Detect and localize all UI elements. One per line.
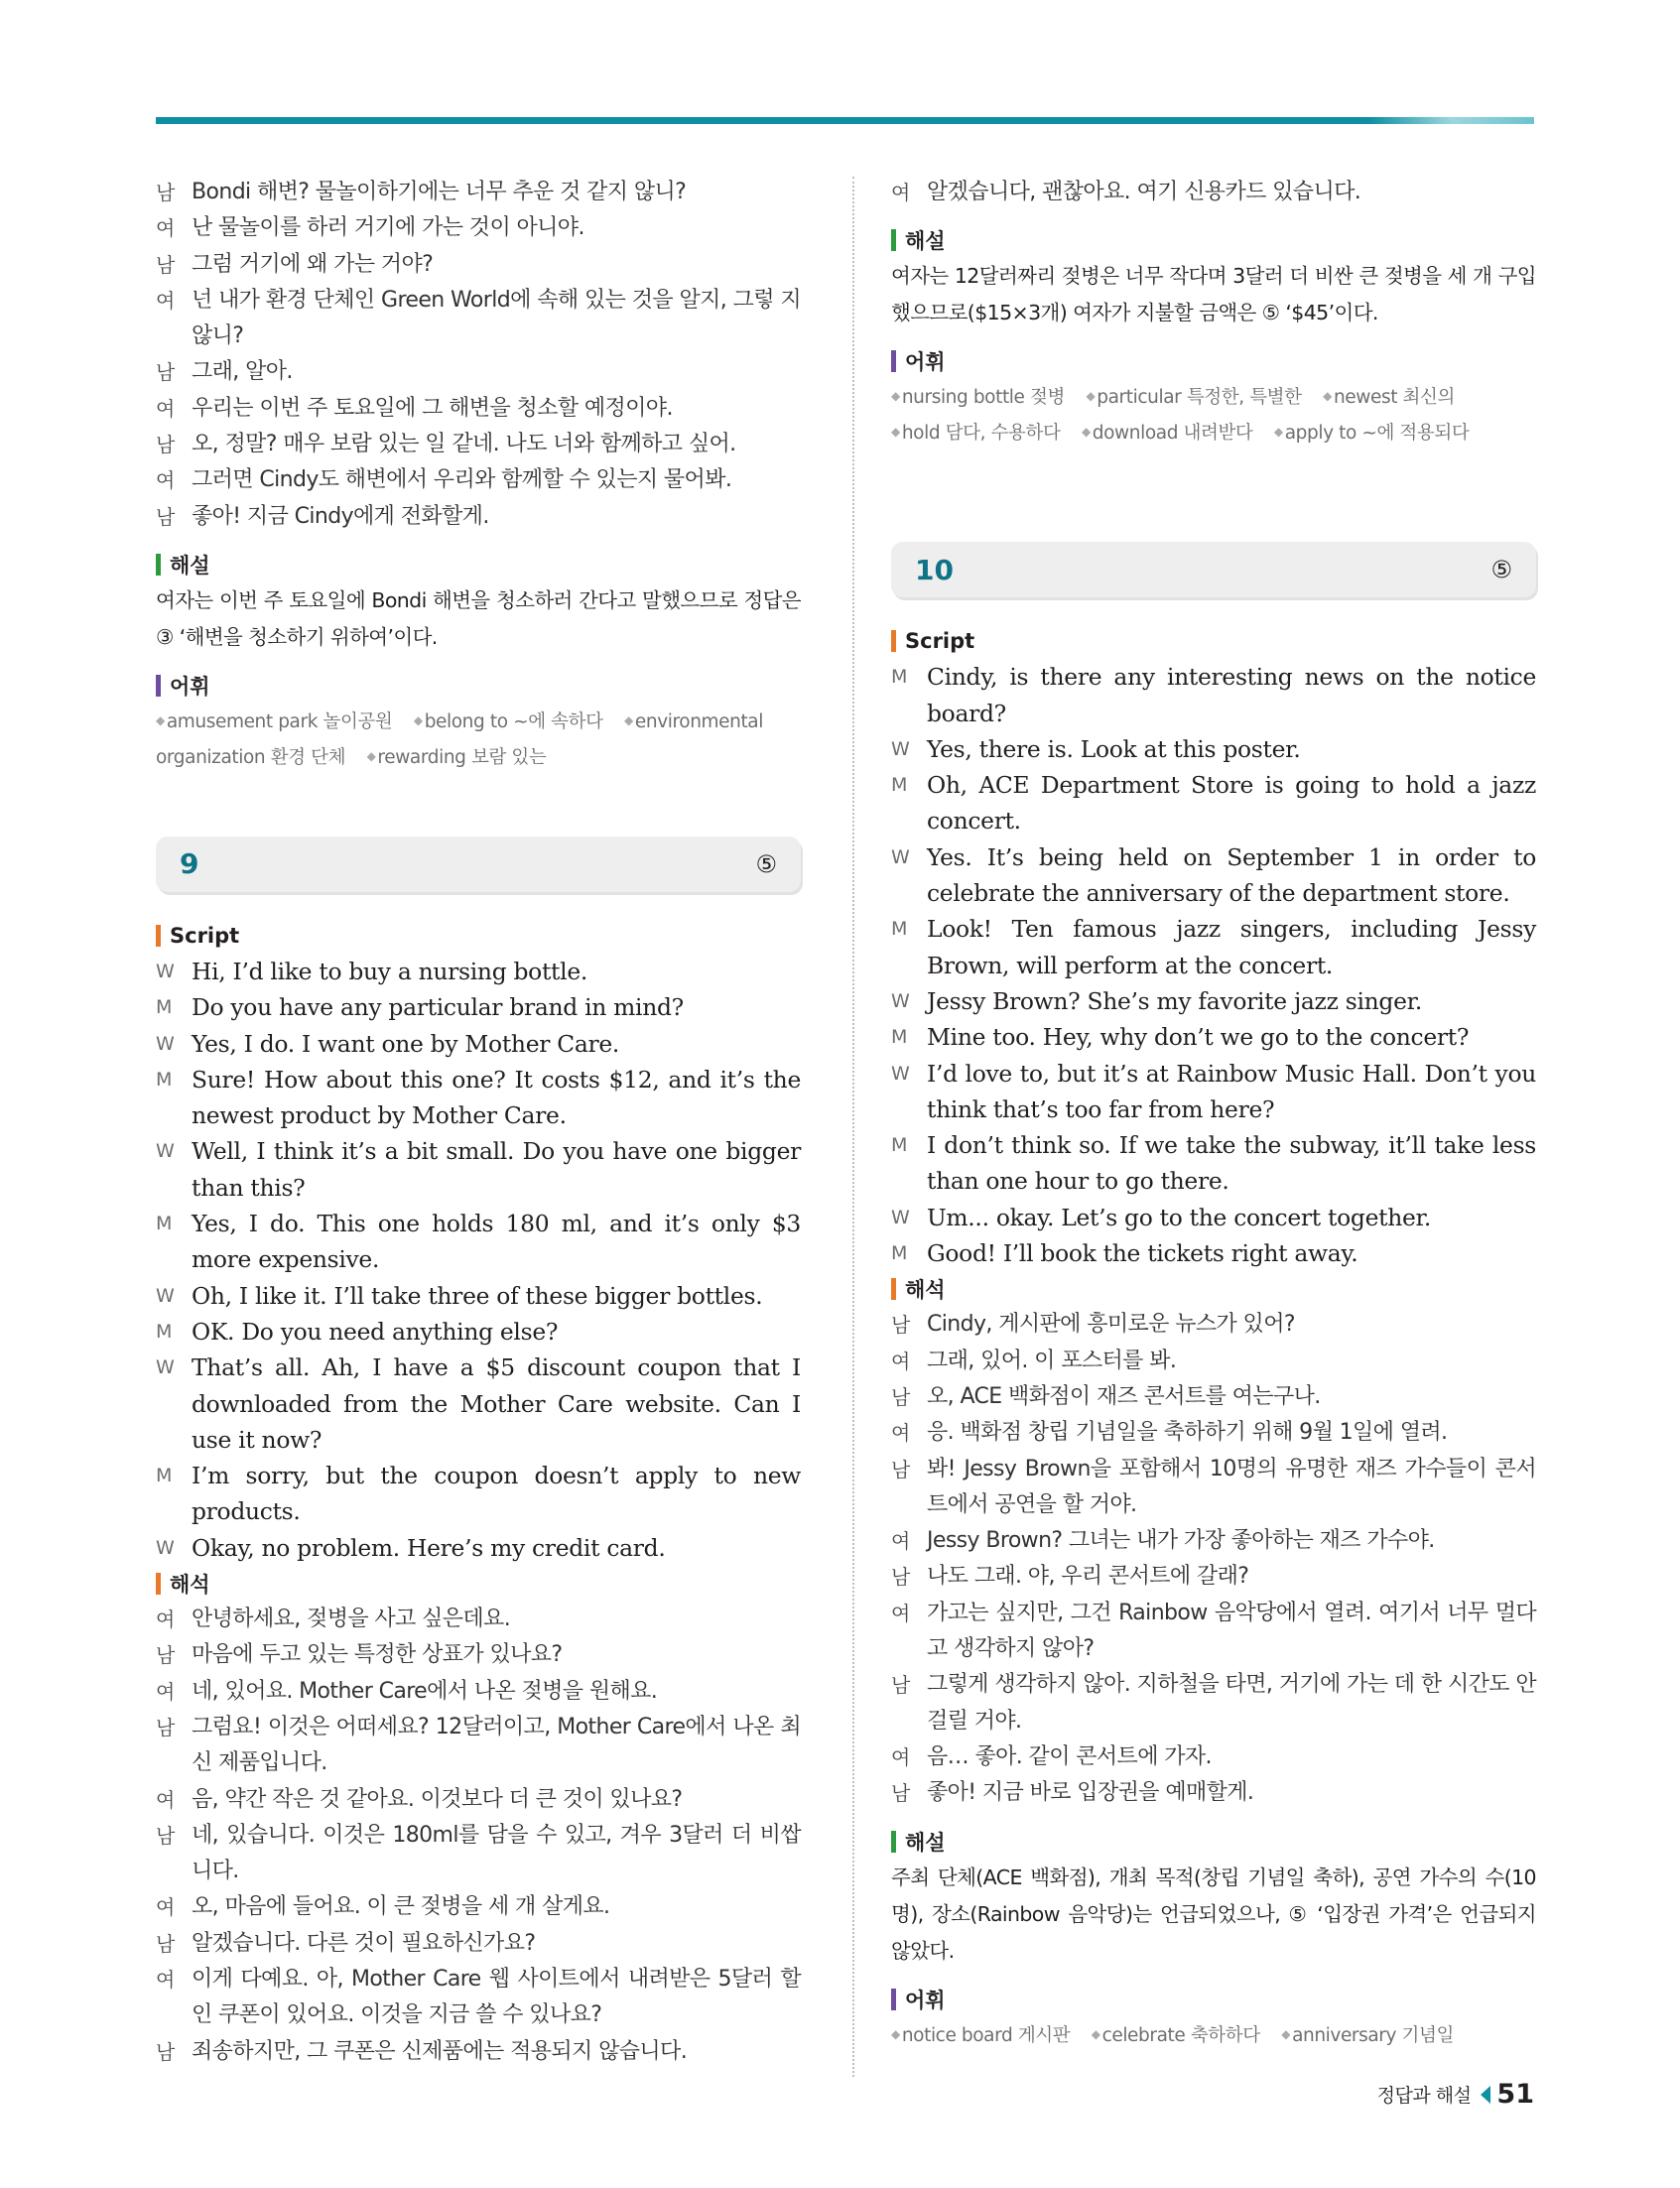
script-heading: Script [156, 922, 801, 950]
dialogue-line: 여 그러면 Cindy도 해변에서 우리와 함께할 수 있는지 물어봐. [156, 467, 732, 493]
dialogue-line: W Jessy Brown? She’s my favorite jazz singer. [891, 986, 1423, 1015]
dialogue-line: 여 가고는 싶지만, 그건 Rainbow 음악당에서 열려. 여기서 너무 멀다고 생각하지 않아? [891, 1600, 1536, 1662]
explanation-text: 여자는 12달러짜리 젖병은 너무 작다며 3달러 더 비싼 큰 젖병을 세 개 구입했으므로($15×3개) 여자가 지불할 금액은 ⑤ ‘$45’이다. [891, 264, 1536, 325]
vocab-item: ◆ rewarding 보람 있는 [366, 746, 547, 768]
dialogue-line: 남 봐! Jessy Brown을 포함해서 10명의 유명한 재즈 가수들이 콘서트에서 공연을 할 거야. [891, 1456, 1536, 1517]
diamond-bullet-icon: ◆ [1091, 2026, 1100, 2041]
question-number: 9 [180, 847, 199, 881]
dialogue-line: 남 그렇게 생각하지 않아. 지하철을 타면, 거기에 가는 데 한 시간도 안 걸릴 거야. [891, 1672, 1536, 1734]
dialogue-line: W Yes. It’s being held on September 1 in order to celebrate the anniversary of the department store. [891, 842, 1536, 908]
dialogue-line: M I don’t think so. If we take the subway, it’ll take less than one hour to go there. [891, 1131, 1536, 1196]
dialogue-line: M I’m sorry, but the coupon doesn’t apply to new products. [156, 1462, 801, 1526]
translation-dialogue [891, 1307, 1536, 1811]
dialogue-line: 남 마음에 두고 있는 특정한 상표가 있나요? [156, 1642, 563, 1668]
translation-heading: 해석 [156, 1570, 801, 1598]
section-bar [156, 925, 161, 947]
dialogue-line: 남 좋아! 지금 Cindy에게 전화할게. [156, 503, 489, 529]
explanation-heading: 해설 [891, 226, 1536, 254]
diamond-bullet-icon: ◆ [1086, 389, 1096, 404]
section-bar [891, 350, 896, 372]
explanation-text: 여자는 이번 주 토요일에 Bondi 해변을 청소하러 간다고 말했으므로 정답은 ③ ‘해변을 청소하기 위하여’이다. [156, 587, 801, 649]
question-header-10 [891, 542, 1536, 597]
vocab-item: ◆ belong to ~에 속하다 [413, 710, 603, 732]
section-bar [156, 675, 161, 697]
dialogue-line: M Yes, I do. This one holds 180 ml, and it’s only $3 more expensive. [156, 1210, 801, 1274]
dialogue-line: 여 오, 마음에 들어요. 이 큰 젖병을 세 개 살게요. [156, 1894, 610, 1920]
vocab-item: ◆ newest 최신의 [1323, 387, 1455, 409]
footer-label: 정답과 해설 [1376, 2085, 1472, 2107]
dialogue-line: 여 안녕하세요, 젖병을 사고 싶은데요. [156, 1607, 511, 1632]
question-header-9 [156, 837, 801, 892]
diamond-bullet-icon: ◆ [891, 2026, 900, 2041]
dialogue-line: W That’s all. Ah, I have a $5 discount coupon that I downloaded from the Mother Care website. Can I use it now? [156, 1353, 801, 1454]
dialogue-line: M Look! Ten famous jazz singers, including Jessy Brown, will perform at the concert. [891, 915, 1536, 979]
vocab-item: ◆ particular 특정한, 특별한 [1086, 387, 1302, 409]
top-rule-accent [1369, 117, 1534, 124]
dialogue-line: 남 알겠습니다. 다른 것이 필요하신가요? [156, 1930, 536, 1956]
dialogue-line: 여 넌 내가 환경 단체인 Green World에 속해 있는 것을 알지, 그렇 지 않니? [156, 287, 801, 349]
diamond-bullet-icon: ◆ [1323, 389, 1332, 404]
dialogue-line: W Well, I think it’s a bit small. Do you have one bigger than this? [156, 1137, 801, 1202]
script-heading: Script [891, 627, 1536, 655]
left-arrow-icon [1481, 2086, 1490, 2104]
diamond-bullet-icon: ◆ [1273, 425, 1283, 440]
dialogue-line: 여 음, 약간 작은 것 같아요. 이것보다 더 큰 것이 있나요? [156, 1786, 683, 1812]
vocab-item: ◆ anniversary 기념일 [1281, 2024, 1454, 2046]
dialogue-line: 남 죄송하지만, 그 쿠폰은 신제품에는 적용되지 않습니다. [156, 2038, 688, 2064]
vocab-item: ◆ amusement park 놀이공원 [156, 710, 393, 732]
vocab-item: ◆ download 내려받다 [1081, 423, 1253, 445]
dialogue-line: M Cindy, is there any interesting news on the notice board? [891, 663, 1536, 727]
dialogue-line: 남 그럼 거기에 왜 가는 거야? [156, 251, 434, 277]
dialogue-line: M Oh, ACE Department Store is going to hold a jazz concert. [891, 771, 1536, 836]
vocab-item: ◆ nursing bottle 젖병 [891, 387, 1065, 409]
dialogue-line: 여 난 물놀이를 하러 거기에 가는 것이 아니야. [156, 215, 584, 241]
dialogue-line: W Um... okay. Let’s go to the concert together. [891, 1203, 1431, 1231]
dialogue-line: 여 그래, 있어. 이 포스터를 봐. [891, 1348, 1177, 1373]
dialogue-line: 여 응. 백화점 창립 기념일을 축하하기 위해 9월 1일에 열려. [891, 1420, 1448, 1446]
dialogue-line: W Oh, I like it. I’ll take three of these bigger bottles. [156, 1281, 763, 1310]
dialogue-line: 남 네, 있습니다. 이것은 180ml를 담을 수 있고, 겨우 3달러 더 비쌉니다. [156, 1822, 801, 1884]
vocab-list [891, 2017, 1536, 2053]
dialogue-line: M Sure! How about this one? It costs $12, and it’s the newest product by Mother Care. [156, 1065, 801, 1130]
dialogue-line: 여 이게 다예요. 아, Mother Care 웹 사이트에서 내려받은 5달러 할인 쿠폰이 있어요. 이것을 지금 쓸 수 있나요? [156, 1966, 801, 2028]
dialogue-line: 남 Cindy, 게시판에 흥미로운 뉴스가 있어? [891, 1312, 1295, 1338]
dialogue-line: 남 그래, 알아. [156, 359, 293, 385]
section-bar [891, 1989, 896, 2010]
dialogue-line: W Yes, there is. Look at this poster. [891, 734, 1301, 763]
vocab-item: ◆ apply to ~에 적용되다 [1273, 423, 1470, 445]
dialogue-line: M Mine too. Hey, why don’t we go to the concert? [891, 1023, 1470, 1052]
section-bar [891, 229, 896, 251]
dialogue-line: 여 알겠습니다, 괜찮아요. 여기 신용카드 있습니다. [891, 180, 1361, 204]
dialogue-line: W Yes, I do. I want one by Mother Care. [156, 1029, 620, 1058]
explanation-heading: 해설 [891, 1828, 1536, 1856]
vocab-list [891, 379, 1536, 450]
diamond-bullet-icon: ◆ [624, 712, 633, 727]
answer-mark: ⑤ [1490, 556, 1512, 584]
dialogue-line: 남 좋아! 지금 바로 입장권을 예매할게. [891, 1780, 1254, 1806]
diamond-bullet-icon: ◆ [891, 389, 900, 404]
vocab-item: ◆ notice board 게시판 [891, 2024, 1071, 2046]
dialogue-line: 여 Jessy Brown? 그녀는 내가 가장 좋아하는 재즈 가수야. [891, 1528, 1435, 1554]
top-rule [156, 117, 1534, 124]
column-divider [852, 177, 854, 2077]
vocab-heading: 어휘 [156, 672, 801, 700]
left-column [156, 175, 801, 2070]
vocab-heading: 어휘 [891, 1986, 1536, 2013]
dialogue-line: 여 음… 좋아. 같이 콘서트에 가자. [891, 1743, 1212, 1769]
dialogue-line: 남 나도 그래. 야, 우리 콘서트에 갈래? [891, 1564, 1249, 1590]
dialogue-line: W I’d love to, but it’s at Rainbow Music Hall. Don’t you think that’s too far from here? [891, 1059, 1536, 1123]
section-bar [891, 1831, 896, 1853]
section-bar [156, 554, 161, 576]
translation-heading: 해석 [891, 1275, 1536, 1303]
vocab-item: ◆ hold 담다, 수용하다 [891, 423, 1061, 445]
script-dialogue [156, 954, 801, 1566]
section-bar [891, 630, 896, 652]
dialogue-line: W Okay, no problem. Here’s my credit card. [156, 1533, 666, 1562]
vocab-heading: 어휘 [891, 347, 1536, 375]
dialogue-line: M Do you have any particular brand in mind? [156, 993, 684, 1022]
page-number: 51 [1496, 2079, 1534, 2110]
right-column [891, 175, 1536, 2053]
dialogue-line: 여 우리는 이번 주 토요일에 그 해변을 청소할 예정이야. [156, 395, 673, 421]
diamond-bullet-icon: ◆ [366, 748, 376, 763]
dialogue-line: 남 그럼요! 이것은 어떠세요? 12달러이고, Mother Care에서 나온 최신 제품입니다. [156, 1714, 801, 1776]
page-footer [1377, 2079, 1534, 2110]
script-dialogue [891, 659, 1536, 1271]
q8-translation-continued [156, 175, 801, 535]
translation-dialogue [156, 1602, 801, 2070]
question-number: 10 [915, 553, 954, 586]
vocab-item: ◆ environmental organization 환경 단체 [156, 710, 763, 768]
answer-mark: ⑤ [755, 849, 777, 878]
diamond-bullet-icon: ◆ [156, 712, 165, 727]
diamond-bullet-icon: ◆ [891, 425, 900, 440]
dialogue-line: 남 Bondi 해변? 물놀이하기에는 너무 추운 것 같지 않니? [156, 180, 687, 204]
explanation-heading: 해설 [156, 551, 801, 579]
vocab-item: ◆ celebrate 축하하다 [1091, 2024, 1260, 2046]
dialogue-line: M OK. Do you need anything else? [156, 1317, 559, 1346]
vocab-list [156, 704, 801, 775]
explanation-text: 주최 단체(ACE 백화점), 개최 목적(창립 기념일 축하), 공연 가수의 수(10명), 장소(Rainbow 음악당)는 언급되었으나, ⑤ ‘입장권 가격’은 언급되지 않았다. [891, 1865, 1536, 1963]
section-bar [891, 1278, 896, 1300]
dialogue-line: M Good! I’ll book the tickets right away. [891, 1239, 1358, 1268]
dialogue-line: W Hi, I’d like to buy a nursing bottle. [156, 957, 588, 985]
diamond-bullet-icon: ◆ [1081, 425, 1091, 440]
dialogue-line: 남 오, 정말? 매우 보람 있는 일 같네. 나도 너와 함께하고 싶어. [156, 432, 736, 457]
diamond-bullet-icon: ◆ [413, 712, 423, 727]
diamond-bullet-icon: ◆ [1281, 2026, 1291, 2041]
dialogue-line: 여 네, 있어요. Mother Care에서 나온 젖병을 원해요. [156, 1678, 658, 1704]
dialogue-line: 남 오, ACE 백화점이 재즈 콘서트를 여는구나. [891, 1383, 1321, 1409]
section-bar [156, 1573, 161, 1595]
